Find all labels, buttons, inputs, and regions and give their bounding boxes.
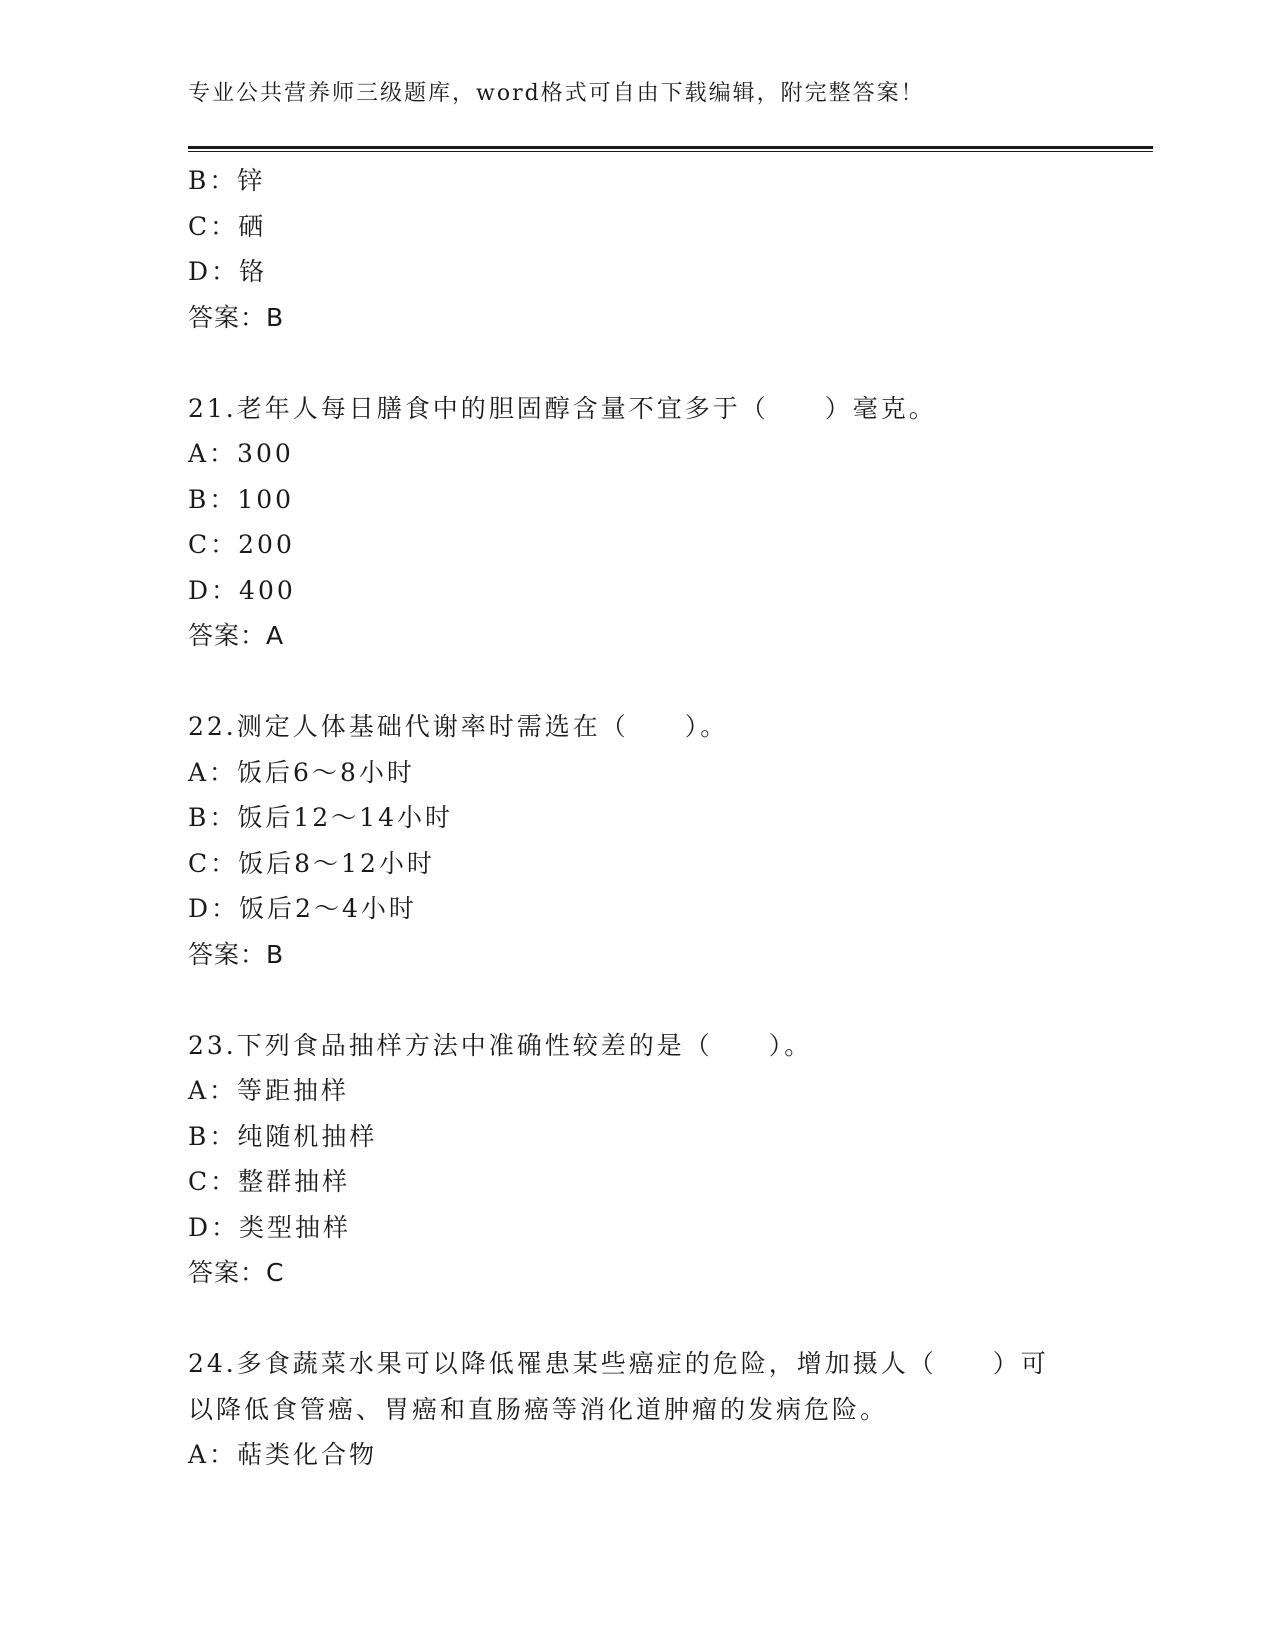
question-text-line-2: 以降低食管癌、胃癌和直肠癌等消化道肿瘤的发病危险。 xyxy=(188,1394,889,1424)
header-rule-thin xyxy=(188,151,1153,152)
option-a: A：300 xyxy=(188,439,294,468)
spacer xyxy=(188,659,1088,705)
option-c: C：饭后8～12小时 xyxy=(188,848,435,878)
question-24 xyxy=(188,1341,1088,1478)
option-c: C：200 xyxy=(188,530,295,559)
answer-line: 答案：B xyxy=(188,302,285,332)
option-d: D：饭后2～4小时 xyxy=(188,894,417,923)
option-b: B：锌 xyxy=(188,166,266,195)
answer-line: 答案：B xyxy=(188,939,285,969)
option-c: C：硒 xyxy=(188,211,267,241)
spacer xyxy=(188,977,1088,1023)
option-d: D：铬 xyxy=(188,257,268,286)
header-rule-thick xyxy=(188,146,1153,149)
question-23 xyxy=(188,1023,1088,1296)
option-b: B：纯随机抽样 xyxy=(188,1121,378,1151)
question-text: 21.老年人每日膳食中的胆固醇含量不宜多于（ ）毫克。 xyxy=(188,393,937,423)
option-a: A：饭后6～8小时 xyxy=(188,757,415,787)
question-text: 23.下列食品抽样方法中准确性较差的是（ ）。 xyxy=(188,1030,813,1060)
spacer xyxy=(188,340,1088,386)
question-text: 22.测定人体基础代谢率时需选在（ ）。 xyxy=(188,712,729,741)
question-content xyxy=(188,158,1088,1478)
option-c: C：整群抽样 xyxy=(188,1167,351,1196)
option-a: A：等距抽样 xyxy=(188,1076,350,1105)
spacer xyxy=(188,1296,1088,1342)
question-21 xyxy=(188,386,1088,659)
question-20-continuation xyxy=(188,158,1088,340)
answer-line: 答案：C xyxy=(188,1258,285,1287)
question-22 xyxy=(188,704,1088,977)
page-header: 专业公共营养师三级题库，word格式可自由下载编辑，附完整答案！ xyxy=(188,81,925,106)
option-d: D：400 xyxy=(188,575,296,605)
option-b: B：100 xyxy=(188,484,295,514)
answer-line: 答案：A xyxy=(188,621,285,650)
question-text-line-1: 24.多食蔬菜水果可以降低罹患某些癌症的危险，增加摄人（ ）可 xyxy=(188,1349,1049,1378)
option-b: B：饭后12～14小时 xyxy=(188,803,453,832)
option-d: D：类型抽样 xyxy=(188,1212,352,1242)
option-a: A：萜类化合物 xyxy=(188,1440,378,1469)
